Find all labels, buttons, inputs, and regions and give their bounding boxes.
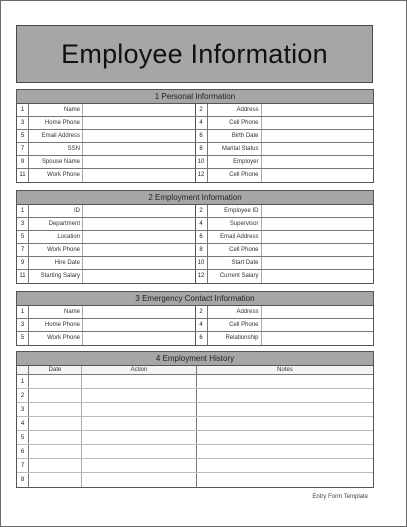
history-row — [17, 417, 373, 431]
form-field — [195, 244, 374, 256]
field-label: Work Phone — [29, 332, 83, 345]
section-rows — [17, 306, 373, 345]
field-number: 5 — [17, 332, 29, 345]
form-field — [195, 270, 374, 283]
field-input[interactable] — [262, 117, 374, 129]
field-label: Cell Phone — [208, 244, 262, 256]
history-notes-input[interactable] — [197, 445, 373, 458]
field-input[interactable] — [83, 319, 195, 331]
field-input[interactable] — [262, 156, 374, 168]
history-action-input[interactable] — [82, 403, 197, 416]
field-number: 12 — [196, 169, 208, 182]
field-label: Email Address — [29, 130, 83, 142]
field-input[interactable] — [83, 143, 195, 155]
footer-caption: Entry Form Template — [312, 494, 368, 500]
field-number: 6 — [196, 231, 208, 243]
field-number: 3 — [17, 218, 29, 230]
field-label: Relationship — [208, 332, 262, 345]
field-number: 12 — [196, 270, 208, 283]
field-input[interactable] — [83, 332, 195, 345]
history-row-number: 6 — [17, 445, 29, 458]
history-date-header: Date — [29, 366, 82, 374]
field-number: 11 — [17, 270, 29, 283]
history-action-input[interactable] — [82, 459, 197, 472]
history-notes-input[interactable] — [197, 389, 373, 402]
form-row — [17, 104, 373, 117]
history-row — [17, 375, 373, 389]
section-employment-history — [16, 351, 374, 488]
form-field — [195, 205, 374, 217]
history-action-input[interactable] — [82, 473, 197, 487]
field-label: Name — [29, 306, 83, 318]
section-personal-information — [16, 89, 374, 183]
form-field — [195, 143, 374, 155]
form-row — [17, 117, 373, 130]
form-field — [195, 332, 374, 345]
history-row-number: 2 — [17, 389, 29, 402]
field-label: Cell Phone — [208, 319, 262, 331]
history-notes-input[interactable] — [197, 431, 373, 444]
form-field — [17, 143, 195, 155]
field-number: 6 — [196, 332, 208, 345]
field-number: 1 — [17, 205, 29, 217]
history-number-column — [17, 366, 29, 374]
field-label: Email Address — [208, 231, 262, 243]
field-number: 8 — [196, 244, 208, 256]
field-number: 5 — [17, 231, 29, 243]
field-input[interactable] — [83, 306, 195, 318]
form-row — [17, 244, 373, 257]
form-row — [17, 205, 373, 218]
field-label: Employee ID — [208, 205, 262, 217]
history-action-input[interactable] — [82, 375, 197, 388]
form-field — [17, 205, 195, 217]
history-notes-input[interactable] — [197, 403, 373, 416]
field-label: Marital Status — [208, 143, 262, 155]
field-label: Name — [29, 104, 83, 116]
form-field — [17, 270, 195, 283]
form-field — [195, 156, 374, 168]
field-label: Cell Phone — [208, 117, 262, 129]
history-row — [17, 459, 373, 473]
field-label: Current Salary — [208, 270, 262, 283]
form-field — [195, 257, 374, 269]
field-number: 7 — [17, 244, 29, 256]
field-label: Home Phone — [29, 117, 83, 129]
history-row — [17, 431, 373, 445]
field-input[interactable] — [262, 244, 374, 256]
form-field — [195, 169, 374, 182]
field-number: 2 — [196, 306, 208, 318]
field-input[interactable] — [262, 319, 374, 331]
history-date-input[interactable] — [29, 445, 82, 458]
field-label: Work Phone — [29, 169, 83, 182]
field-input[interactable] — [83, 156, 195, 168]
history-notes-input[interactable] — [197, 459, 373, 472]
section-heading: 3 Emergency Contact Information — [17, 292, 373, 306]
field-input[interactable] — [83, 169, 195, 182]
section-rows — [17, 205, 373, 283]
history-date-input[interactable] — [29, 417, 82, 430]
field-number: 1 — [17, 306, 29, 318]
title-banner — [16, 25, 373, 83]
form-row — [17, 231, 373, 244]
field-input[interactable] — [83, 257, 195, 269]
form-field — [17, 104, 195, 116]
field-number: 6 — [196, 130, 208, 142]
form-row — [17, 319, 373, 332]
history-row-number: 8 — [17, 473, 29, 487]
field-input[interactable] — [83, 205, 195, 217]
form-row — [17, 306, 373, 319]
field-input[interactable] — [83, 218, 195, 230]
history-row-number: 1 — [17, 375, 29, 388]
history-row — [17, 445, 373, 459]
form-row — [17, 257, 373, 270]
field-input[interactable] — [262, 130, 374, 142]
field-input[interactable] — [262, 270, 374, 283]
history-action-input[interactable] — [82, 417, 197, 430]
form-row — [17, 130, 373, 143]
history-action-header: Action — [82, 366, 197, 374]
history-notes-input[interactable] — [197, 417, 373, 430]
field-number: 2 — [196, 205, 208, 217]
history-date-input[interactable] — [29, 375, 82, 388]
section-employment-information — [16, 190, 374, 284]
history-action-input[interactable] — [82, 389, 197, 402]
form-field — [195, 218, 374, 230]
field-number: 9 — [17, 156, 29, 168]
form-row — [17, 169, 373, 182]
field-number: 3 — [17, 117, 29, 129]
field-number: 4 — [196, 319, 208, 331]
field-label: SSN — [29, 143, 83, 155]
field-label: Spouse Name — [29, 156, 83, 168]
history-notes-header: Notes — [277, 367, 293, 373]
field-input[interactable] — [262, 205, 374, 217]
form-field — [17, 319, 195, 331]
field-input[interactable] — [262, 104, 374, 116]
field-input[interactable] — [262, 169, 374, 182]
field-number: 9 — [17, 257, 29, 269]
form-field — [17, 156, 195, 168]
field-input[interactable] — [262, 306, 374, 318]
form-field — [195, 319, 374, 331]
form-field — [195, 306, 374, 318]
form-field — [195, 130, 374, 142]
form-field — [17, 257, 195, 269]
form-field — [195, 104, 374, 116]
history-row-number: 5 — [17, 431, 29, 444]
form-field — [17, 117, 195, 129]
field-number: 2 — [196, 104, 208, 116]
field-input[interactable] — [262, 257, 374, 269]
field-label: Birth Date — [208, 130, 262, 142]
history-notes-input[interactable] — [197, 375, 373, 388]
history-row — [17, 403, 373, 417]
field-input[interactable] — [83, 231, 195, 243]
form-field — [17, 231, 195, 243]
field-number: 4 — [196, 218, 208, 230]
field-input[interactable] — [262, 143, 374, 155]
history-date-input[interactable] — [29, 431, 82, 444]
history-rows — [17, 375, 373, 487]
field-input[interactable] — [262, 218, 374, 230]
history-row-number: 7 — [17, 459, 29, 472]
section-rows — [17, 104, 373, 182]
field-input[interactable] — [83, 117, 195, 129]
field-input[interactable] — [262, 332, 374, 345]
field-label: Home Phone — [29, 319, 83, 331]
history-row-number: 4 — [17, 417, 29, 430]
field-label: Work Phone — [29, 244, 83, 256]
form-row — [17, 143, 373, 156]
field-label: Address — [208, 306, 262, 318]
field-number: 10 — [196, 257, 208, 269]
history-action-input[interactable] — [82, 431, 197, 444]
field-input[interactable] — [83, 130, 195, 142]
history-row — [17, 473, 373, 487]
field-input[interactable] — [83, 244, 195, 256]
field-input[interactable] — [83, 270, 195, 283]
field-label: Starting Salary — [29, 270, 83, 283]
field-label: Location — [29, 231, 83, 243]
history-action-input[interactable] — [82, 445, 197, 458]
section-emergency-contact — [16, 291, 374, 346]
field-number: 1 — [17, 104, 29, 116]
form-field — [195, 231, 374, 243]
history-date-input[interactable] — [29, 389, 82, 402]
form-row — [17, 270, 373, 283]
field-number: 10 — [196, 156, 208, 168]
field-input[interactable] — [262, 231, 374, 243]
field-input[interactable] — [83, 104, 195, 116]
history-date-input[interactable] — [29, 403, 82, 416]
section-heading: 2 Employment Information — [17, 191, 373, 205]
form-field — [17, 218, 195, 230]
field-label: Start Date — [208, 257, 262, 269]
form-row — [17, 156, 373, 169]
form-row — [17, 218, 373, 231]
history-date-input[interactable] — [29, 459, 82, 472]
form-field — [17, 306, 195, 318]
field-number: 8 — [196, 143, 208, 155]
field-number: 5 — [17, 130, 29, 142]
field-label: Cell Phone — [208, 169, 262, 182]
history-row — [17, 389, 373, 403]
field-label: ID — [29, 205, 83, 217]
field-number: 11 — [17, 169, 29, 182]
field-number: 4 — [196, 117, 208, 129]
section-heading: 1 Personal Information — [17, 90, 373, 104]
field-label: Address — [208, 104, 262, 116]
field-number: 3 — [17, 319, 29, 331]
field-label: Department — [29, 218, 83, 230]
page-title: Employee Information — [61, 39, 328, 69]
form-field — [17, 332, 195, 345]
form-field — [17, 169, 195, 182]
history-row-number: 3 — [17, 403, 29, 416]
field-number: 7 — [17, 143, 29, 155]
form-row — [17, 332, 373, 345]
field-label: Supervisor — [208, 218, 262, 230]
field-label: Hire Date — [29, 257, 83, 269]
form-field — [195, 117, 374, 129]
history-date-input[interactable] — [29, 473, 82, 487]
history-notes-input[interactable] — [197, 473, 373, 487]
section-heading: 4 Employment History — [17, 352, 373, 366]
form-field — [17, 244, 195, 256]
form-field — [17, 130, 195, 142]
history-column-headers — [17, 366, 373, 375]
field-label: Employer — [208, 156, 262, 168]
